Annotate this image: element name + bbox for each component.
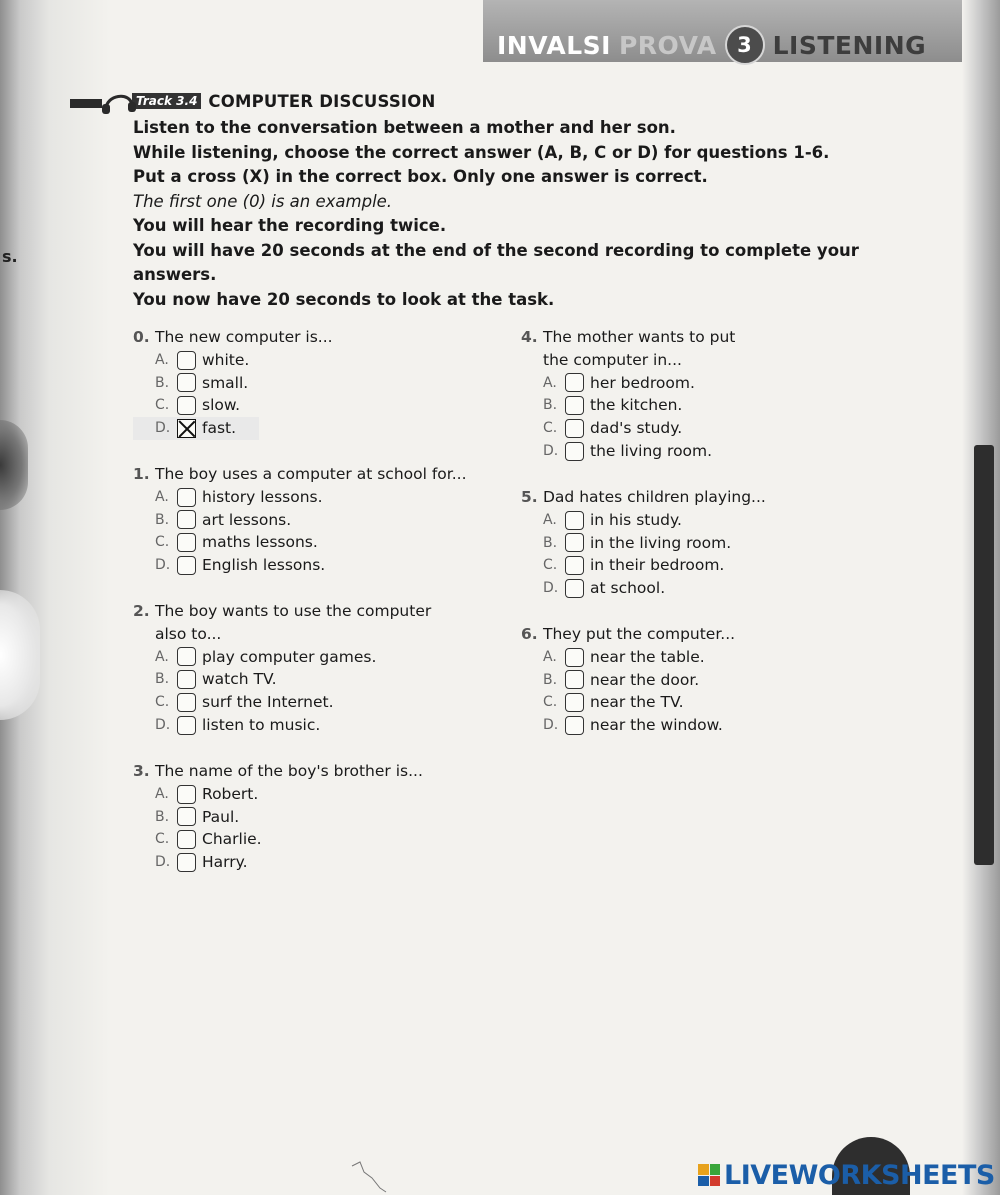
option-b	[133, 806, 423, 829]
answer-checkbox[interactable]	[177, 510, 196, 529]
answer-checkbox[interactable]	[177, 488, 196, 507]
question-text-continued: the computer in...	[543, 350, 682, 369]
answer-checkbox[interactable]	[177, 785, 196, 804]
option-letter: B.	[155, 374, 170, 391]
answer-checkbox[interactable]	[177, 533, 196, 552]
question-stem	[133, 463, 467, 486]
track-stripe	[70, 99, 102, 108]
option-text: dad's study.	[590, 419, 683, 438]
question-number: 3.	[133, 762, 150, 780]
question-text: The new computer is...	[155, 328, 333, 346]
option-letter: C.	[155, 397, 170, 414]
question-text: Dad hates children playing...	[543, 488, 766, 506]
option-text: near the table.	[590, 647, 705, 666]
instruction-line: You will have 20 seconds at the end of the second recording to complete your answers.	[133, 240, 859, 284]
header-prova: PROVA	[618, 30, 717, 60]
question-stem	[133, 326, 333, 349]
answer-checkbox[interactable]	[177, 396, 196, 415]
option-text: the living room.	[590, 441, 713, 460]
option-text: listen to music.	[202, 715, 321, 734]
option-b	[521, 669, 735, 692]
answer-checkbox[interactable]	[177, 373, 196, 392]
answer-checkbox[interactable]	[177, 807, 196, 826]
option-text: history lessons.	[202, 487, 323, 506]
option-b	[133, 372, 333, 395]
question-4	[521, 326, 735, 463]
option-a	[133, 646, 431, 669]
option-letter: D.	[543, 442, 559, 459]
option-letter: A.	[543, 511, 557, 528]
option-text: surf the Internet.	[202, 693, 334, 712]
liveworksheets-logo	[698, 1158, 995, 1192]
answer-checkbox[interactable]	[177, 556, 196, 575]
instruction-line: Put a cross (X) in the correct box. Only one answer is correct.	[133, 167, 708, 186]
answer-checkbox[interactable]	[177, 351, 196, 370]
option-text: Charlie.	[202, 830, 262, 849]
answer-checkbox[interactable]	[565, 419, 584, 438]
option-c	[133, 531, 467, 554]
question-text: The boy uses a computer at school for...	[155, 465, 467, 483]
track-badge: Track 3.4	[132, 93, 201, 109]
instruction-line: You now have 20 seconds to look at the task.	[133, 289, 555, 309]
question-text: The name of the boy's brother is...	[155, 762, 423, 780]
option-letter: B.	[155, 808, 170, 825]
question-0	[133, 326, 333, 440]
question-stem	[521, 623, 735, 646]
question-number: 6.	[521, 625, 538, 643]
option-d	[133, 851, 423, 874]
question-text: The boy wants to use the computer	[155, 602, 432, 620]
option-letter: C.	[155, 534, 170, 551]
answer-checkbox[interactable]	[177, 716, 196, 735]
option-text: Robert.	[202, 784, 259, 803]
answer-checkbox[interactable]	[565, 442, 584, 461]
option-c	[521, 554, 766, 577]
answer-checkbox[interactable]	[565, 716, 584, 735]
question-stem	[133, 600, 431, 623]
option-c	[521, 417, 735, 440]
option-letter: C.	[543, 557, 558, 574]
option-letter: B.	[155, 511, 170, 528]
option-text: small.	[202, 373, 249, 392]
option-a	[133, 349, 333, 372]
option-text: English lessons.	[202, 556, 326, 575]
option-letter: A.	[155, 351, 169, 368]
option-b	[521, 394, 735, 417]
option-a	[521, 509, 766, 532]
option-b	[133, 668, 431, 691]
option-d	[133, 714, 431, 737]
answer-checkbox[interactable]	[177, 853, 196, 872]
answer-checkbox[interactable]	[565, 533, 584, 552]
option-text: near the door.	[590, 670, 700, 689]
option-letter: C.	[155, 694, 170, 711]
option-a	[521, 646, 735, 669]
option-c	[133, 394, 333, 417]
option-letter: D.	[155, 557, 171, 574]
option-text: near the TV.	[590, 693, 684, 712]
liveworksheets-logo-icon	[698, 1164, 720, 1186]
option-text: fast.	[202, 419, 237, 438]
answer-checkbox[interactable]	[565, 511, 584, 530]
answer-checkbox[interactable]	[177, 647, 196, 666]
exercise-title: COMPUTER DISCUSSION	[208, 91, 436, 111]
answer-checkbox[interactable]	[565, 556, 584, 575]
option-c	[133, 828, 423, 851]
question-number: 4.	[521, 328, 538, 346]
header-number-badge: 3	[725, 25, 765, 65]
option-text: her bedroom.	[590, 373, 695, 392]
option-d	[133, 417, 259, 440]
option-d	[521, 440, 735, 463]
instruction-line: You will hear the recording twice.	[133, 216, 447, 235]
option-letter: D.	[543, 717, 559, 734]
question-6	[521, 623, 735, 737]
answer-checkbox[interactable]	[177, 693, 196, 712]
spine-light-spot	[0, 590, 40, 720]
option-d	[133, 554, 467, 577]
question-number: 1.	[133, 465, 150, 483]
option-d	[521, 714, 735, 737]
option-letter: B.	[543, 671, 558, 688]
option-b	[521, 532, 766, 555]
option-text: in their bedroom.	[590, 556, 725, 575]
answer-checkbox-crossed[interactable]	[177, 419, 196, 438]
option-letter: C.	[543, 420, 558, 437]
pencil-scribble	[350, 1158, 390, 1194]
option-text: watch TV.	[202, 670, 277, 689]
option-d	[521, 577, 766, 600]
question-stem	[133, 760, 423, 783]
header-invalsi: INVALSI	[497, 30, 611, 60]
option-text: maths lessons.	[202, 533, 318, 552]
option-letter: B.	[543, 534, 558, 551]
option-text: at school.	[590, 579, 666, 598]
option-text: the kitchen.	[590, 396, 683, 415]
answer-checkbox[interactable]	[565, 670, 584, 689]
question-number: 5.	[521, 488, 538, 506]
option-letter: C.	[155, 831, 170, 848]
option-text: slow.	[202, 396, 241, 415]
option-letter: A.	[155, 785, 169, 802]
option-c	[521, 691, 735, 714]
option-text: in his study.	[590, 510, 682, 529]
option-c	[133, 691, 431, 714]
question-2	[133, 600, 431, 737]
page-right-tab	[974, 445, 994, 865]
option-letter: B.	[543, 397, 558, 414]
question-5	[521, 486, 766, 600]
question-3	[133, 760, 423, 874]
option-text: play computer games.	[202, 647, 377, 666]
answer-checkbox[interactable]	[565, 579, 584, 598]
option-letter: A.	[155, 648, 169, 665]
question-text: They put the computer...	[543, 625, 736, 643]
option-letter: A.	[155, 488, 169, 505]
option-text: art lessons.	[202, 510, 292, 529]
option-text: Harry.	[202, 853, 248, 872]
instruction-line: Listen to the conversation between a mother and her son.	[133, 118, 676, 137]
option-a	[133, 783, 423, 806]
option-text: in the living room.	[590, 533, 732, 552]
option-letter: A.	[543, 648, 557, 665]
option-letter: D.	[155, 716, 171, 733]
track-heading	[70, 88, 435, 114]
option-letter: B.	[155, 671, 170, 688]
margin-mark: s.	[2, 247, 18, 266]
header-title	[497, 28, 926, 62]
question-stem	[521, 486, 766, 509]
question-stem	[521, 326, 735, 349]
answer-checkbox[interactable]	[177, 830, 196, 849]
question-number: 0.	[133, 328, 150, 346]
option-text: Paul.	[202, 807, 240, 826]
option-letter: D.	[543, 580, 559, 597]
headphones-icon	[100, 87, 140, 115]
option-letter: C.	[543, 694, 558, 711]
instruction-line: The first one (0) is an example.	[133, 191, 393, 211]
answer-checkbox[interactable]	[565, 396, 584, 415]
option-letter: D.	[155, 854, 171, 871]
question-1	[133, 463, 467, 577]
spine-dark-spot	[0, 420, 28, 510]
instructions	[133, 116, 893, 312]
question-text: The mother wants to put	[543, 328, 736, 346]
option-text: near the window.	[590, 716, 723, 735]
option-letter: A.	[543, 374, 557, 391]
liveworksheets-logo-text: LIVEWORKSHEETS	[724, 1159, 995, 1191]
header-section: LISTENING	[772, 30, 927, 60]
answer-checkbox[interactable]	[177, 670, 196, 689]
answer-checkbox[interactable]	[565, 693, 584, 712]
instruction-line: While listening, choose the correct answer (A, B, C or D) for questions 1-6.	[133, 142, 830, 162]
option-b	[133, 509, 467, 532]
option-text: white.	[202, 350, 250, 369]
answer-checkbox[interactable]	[565, 648, 584, 667]
option-a	[133, 486, 467, 509]
option-letter: D.	[155, 420, 171, 437]
answer-checkbox[interactable]	[565, 373, 584, 392]
question-number: 2.	[133, 602, 150, 620]
question-text-continued: also to...	[155, 624, 222, 643]
option-a	[521, 372, 735, 395]
